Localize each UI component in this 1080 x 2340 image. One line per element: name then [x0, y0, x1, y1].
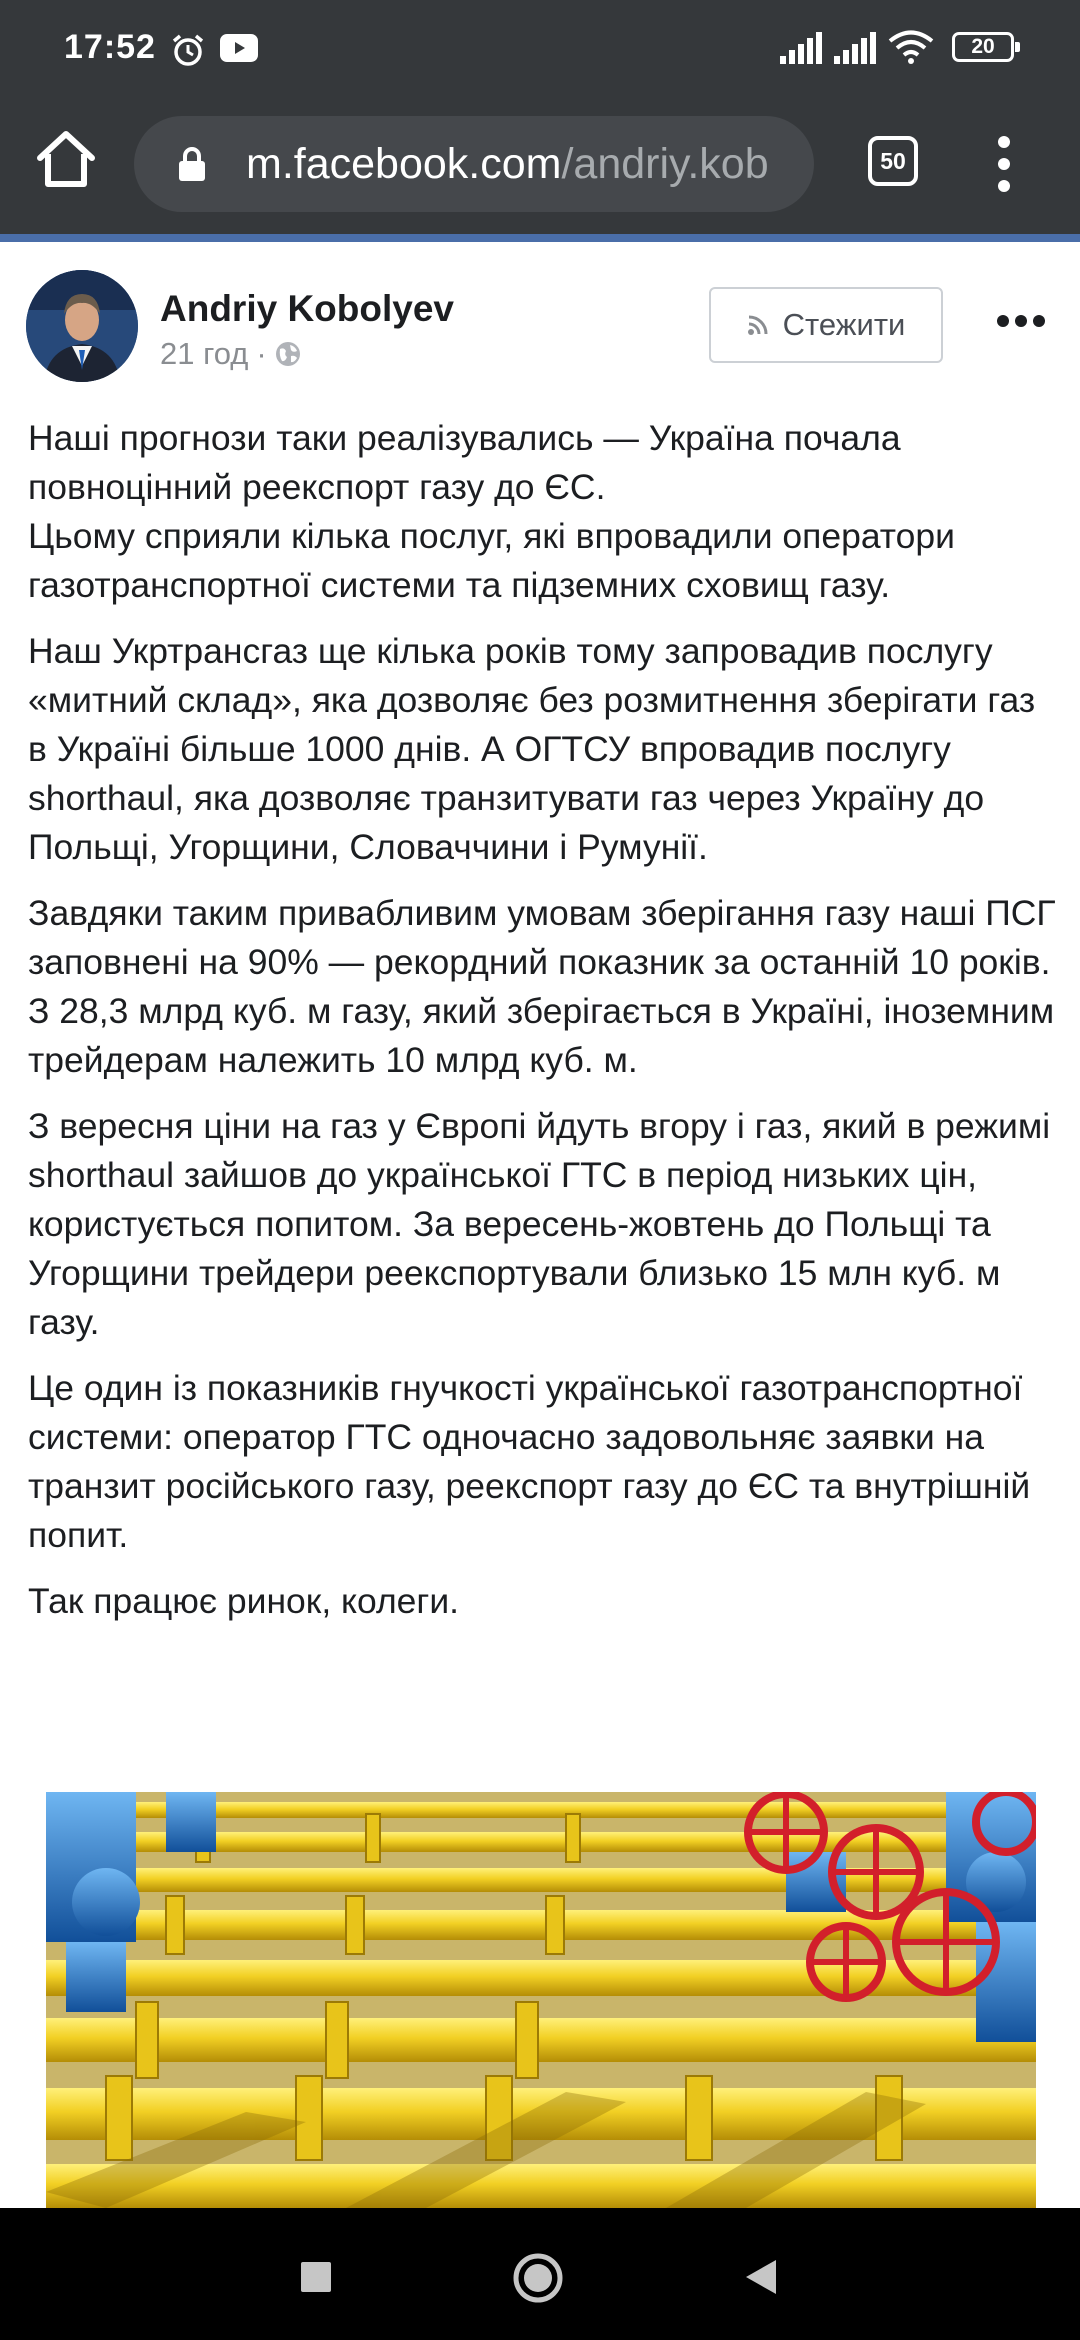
post-paragraph: З вересня ціни на газ у Європі йдуть вгору і газ, який в режимі shorthaul зайшов до української ГТС в період низьких цін, користується попитом. За вересень-жовтень до Польщі та Угорщини трейдери реекспортували близько 15 млн куб. м газу.: [28, 1106, 1051, 1342]
system-nav-bar: [0, 2208, 1080, 2340]
more-horizontal-icon[interactable]: [996, 314, 1046, 328]
signal-icon: [780, 32, 824, 64]
back-icon[interactable]: [744, 2258, 778, 2296]
wifi-icon: [888, 30, 934, 64]
status-time: 17:52: [64, 28, 156, 66]
author-name[interactable]: Andriy Kobolyev: [160, 288, 454, 329]
page-load-accent-bar: [0, 234, 1080, 242]
url-host: m.facebook.com: [246, 140, 562, 188]
status-bar: [0, 0, 1080, 96]
post-paragraph: Так працює ринок, колеги.: [28, 1581, 460, 1621]
post-meta: [160, 336, 301, 372]
globe-icon: [275, 341, 301, 367]
browser-toolbar: [0, 96, 1080, 234]
gas-pipes-image: [46, 1792, 1036, 2208]
post-body: [28, 414, 1058, 1643]
follow-label: Стежити: [782, 307, 906, 342]
post-photo[interactable]: [46, 1792, 1036, 2208]
youtube-icon: [220, 34, 258, 62]
follow-button[interactable]: [709, 287, 943, 363]
avatar[interactable]: [26, 270, 138, 382]
post-paragraph: Це один із показників гнучкості української газотранспортної системи: оператор ГТС одночасно задовольняє заявки на транзит російського газу, реекспорт газу до ЄС та внутрішній попит.: [28, 1368, 1031, 1555]
post-paragraph: Завдяки таким привабливим умовам зберігання газу наші ПСГ заповнені на 90% — рекордний показник за останній 10 років. З 28,3 млрд куб. м газу, який зберігається в Україні, іноземним трейдерам належить 10 млрд куб. м.: [28, 893, 1056, 1080]
signal-icon: [834, 32, 878, 64]
avatar-portrait: [26, 270, 138, 382]
post-paragraph: Наші прогнози таки реалізувались — Україна почала повноцінний реекспорт газу до ЄС. Цьому сприяли кілька послуг, які впровадили оператори газотранспортної системи та підземних сховищ газу.: [28, 418, 955, 605]
url-path: /andriy.kob: [561, 140, 769, 188]
rss-icon: [747, 314, 769, 336]
meta-separator: ·: [256, 336, 267, 371]
home-circle-icon[interactable]: [512, 2252, 564, 2304]
lock-icon: [178, 146, 206, 182]
recents-icon[interactable]: [301, 2262, 331, 2292]
home-icon[interactable]: [34, 128, 98, 190]
tab-switcher-button[interactable]: 50: [868, 136, 918, 186]
address-bar[interactable]: [134, 116, 814, 212]
post-paragraph: Наш Укртрансгаз ще кілька років тому запровадив послугу «митний склад», яка дозволяє без розмитнення зберігати газ в Україні більше 1000 днів. А ОГТСУ впровадив послугу shorthaul, яка дозволяє транзитувати газ через Україну до Польщі, Угорщини, Словаччини і Румунії.: [28, 631, 1036, 867]
post-time[interactable]: 21 год: [160, 336, 249, 371]
url-text: [246, 140, 788, 189]
overflow-menu-icon[interactable]: [990, 134, 1018, 194]
alarm-icon: [170, 32, 206, 68]
battery-icon: 20: [952, 32, 1014, 62]
